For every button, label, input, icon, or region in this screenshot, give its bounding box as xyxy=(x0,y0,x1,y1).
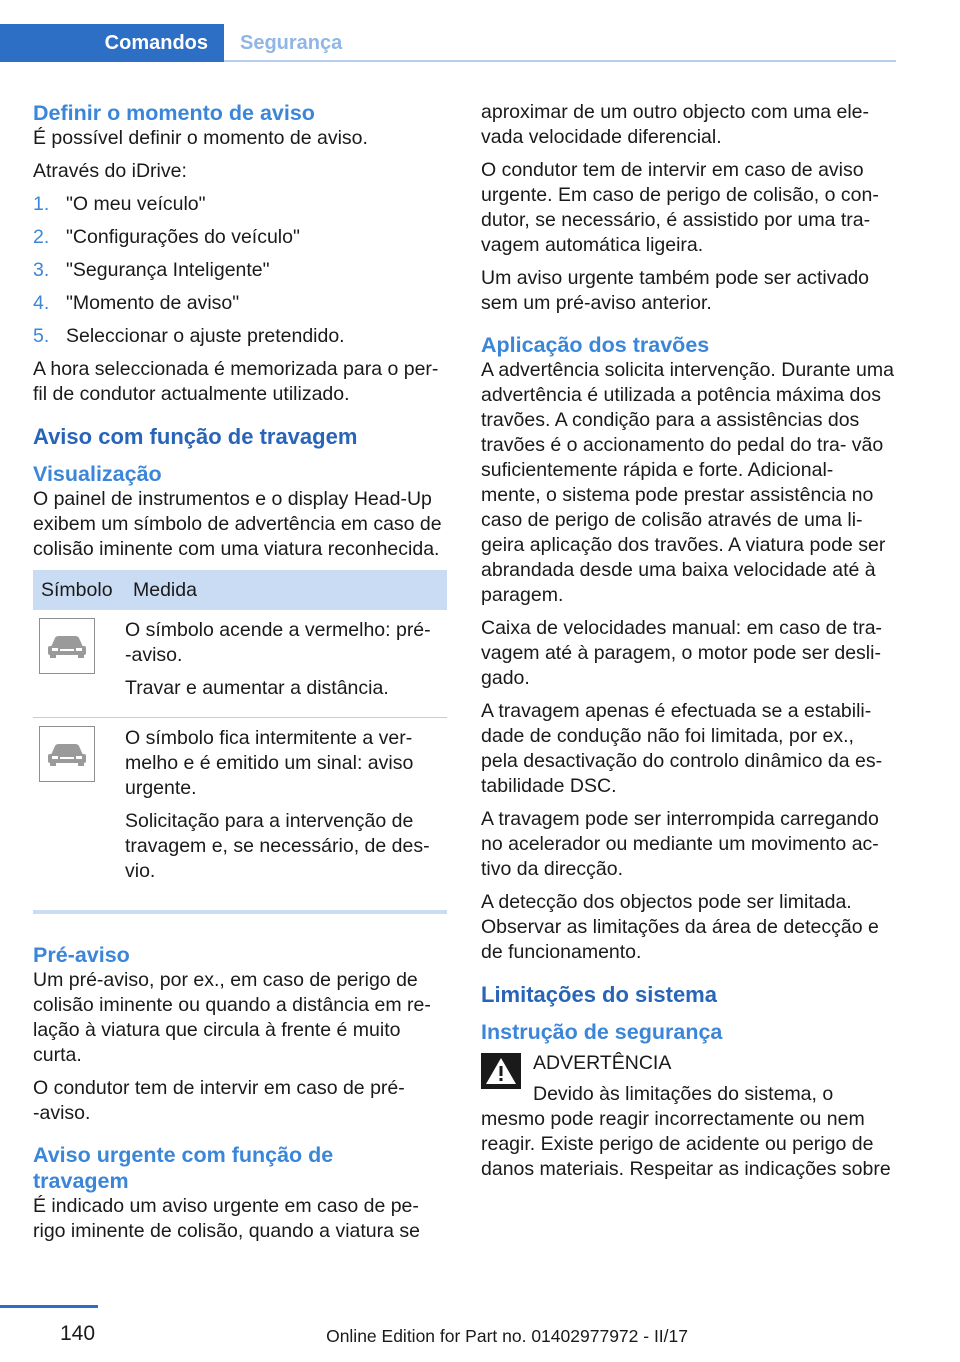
measure-cell xyxy=(125,610,447,718)
paragraph: A advertência solicita intervenção. Durante uma advertência é utilizada a potência máxima dos travões. A condição para a assistências dos travões é o accionamento do pedal do tra‐ vão suficientemente rápida e forte. Adicional‐ mente, o sistema pode prestar assistência no caso de perigo de colisão através de uma li‐ geira aplicação dos travões. A viatura pode ser abrandada desde uma baixa velocidade até à paragem. xyxy=(481,359,894,606)
left-column xyxy=(33,100,447,1252)
heading-aviso-urgente: Aviso urgente com função de travagem xyxy=(33,1143,334,1193)
symbol-cell xyxy=(33,718,125,901)
heading-pre-aviso: Pré-aviso xyxy=(33,943,130,967)
step-text: "Segurança Inteligente" xyxy=(66,259,270,281)
list-item xyxy=(33,192,447,217)
tab-seguranca[interactable]: Segurança xyxy=(240,31,343,54)
step-text: Seleccionar o ajuste pretendido. xyxy=(66,325,345,347)
table-header-measure: Medida xyxy=(125,570,447,610)
step-text: "Configurações do veículo" xyxy=(66,226,300,248)
cell-text: Solicitação para a intervenção de travagem e, se necessário, de des‐ vio. xyxy=(125,810,430,882)
paragraph: Um pré-aviso, por ex., em caso de perigo de colisão iminente ou quando a distância em re‐ lação à viatura que circula à frente é muito curta. xyxy=(33,969,431,1066)
symbol-table xyxy=(33,570,447,900)
car-warning-flashing-icon xyxy=(39,726,95,782)
symbol-cell xyxy=(33,610,125,718)
step-number: 1. xyxy=(33,193,50,215)
warning-title: ADVERTÊNCIA xyxy=(533,1052,672,1074)
list-item xyxy=(33,225,447,250)
edition-note: Online Edition for Part no. 01402977972 - II/17 xyxy=(326,1326,688,1346)
step-list xyxy=(33,192,447,349)
list-item xyxy=(33,258,447,283)
paragraph: Através do iDrive: xyxy=(33,160,187,182)
paragraph: A detecção dos objectos pode ser limitada. Observar as limitações da área de detecção e de funcionamento. xyxy=(481,891,879,963)
right-column xyxy=(481,100,895,1190)
paragraph: Caixa de velocidades manual: em caso de tra‐ vagem até à paragem, o motor pode ser desli‐ gado. xyxy=(481,617,883,689)
warning-block xyxy=(481,1051,895,1107)
heading-aplicacao-travoes: Aplicação dos travões xyxy=(481,333,710,357)
step-number: 2. xyxy=(33,226,50,248)
step-number: 5. xyxy=(33,325,50,347)
step-text: "Momento de aviso" xyxy=(66,292,240,314)
paragraph: Um aviso urgente também pode ser activado sem um pré-aviso anterior. xyxy=(481,267,870,314)
table-header-symbol: Símbolo xyxy=(33,570,125,610)
measure-cell xyxy=(125,718,447,901)
paragraph: A travagem apenas é efectuada se a estabili‐ dade de condução não foi limitada, por ex., pela desactivação do controlo dinâmico da es‐ tabilidade DSC. xyxy=(481,700,883,797)
tab-comandos[interactable]: Comandos xyxy=(0,24,224,62)
table-row xyxy=(33,610,447,718)
paragraph: mesmo pode reagir incorrectamente ou nem reagir. Existe perigo de acidente ou perigo de danos materiais. Respeitar as indicações sobre xyxy=(481,1108,891,1180)
header-tabs xyxy=(0,24,896,62)
list-item xyxy=(33,324,447,349)
heading-visualizacao: Visualização xyxy=(33,462,162,486)
table-bottom-rule xyxy=(33,910,447,914)
step-number: 4. xyxy=(33,292,50,314)
step-number: 3. xyxy=(33,259,50,281)
step-text: "O meu veículo" xyxy=(66,193,206,215)
paragraph: O condutor tem de intervir em caso de aviso urgente. Em caso de perigo de colisão, o con‐ dutor, se necessário, é assistido por uma tra‐ vagem automática ligeira. xyxy=(481,159,879,256)
warning-triangle-icon xyxy=(481,1053,521,1089)
cell-text: O símbolo acende a vermelho: pré‐ ‐aviso. xyxy=(125,619,431,666)
paragraph: aproximar de um outro objecto com uma ele‐ vada velocidade diferencial. xyxy=(481,101,870,148)
paragraph: A hora seleccionada é memorizada para o per‐ fil de condutor actualmente utilizado. xyxy=(33,358,439,405)
page-number: 140 xyxy=(60,1322,96,1345)
car-warning-icon xyxy=(39,618,95,674)
heading-limitacoes: Limitações do sistema xyxy=(481,982,717,1007)
paragraph: A travagem pode ser interrompida carregando no acelerador ou mediante um movimento ac‐ tivo da direcção. xyxy=(481,808,879,880)
paragraph: É indicado um aviso urgente em caso de pe‐ rigo iminente de colisão, quando a viatura se xyxy=(33,1195,420,1242)
header-divider xyxy=(224,60,896,62)
heading-definir-momento: Definir o momento de aviso xyxy=(33,101,315,125)
warning-line: Devido às limitações do sistema, o xyxy=(533,1083,834,1105)
cell-text: Travar e aumentar a distância. xyxy=(125,677,389,699)
paragraph: O painel de instrumentos e o display Head-Up exibem um símbolo de advertência em caso de colisão iminente com uma viatura reconhecida. xyxy=(33,488,442,560)
paragraph: É possível definir o momento de aviso. xyxy=(33,127,368,149)
footer-rule xyxy=(0,1305,98,1308)
cell-text: O símbolo fica intermitente a ver‐ melho e é emitido um sinal: aviso urgente. xyxy=(125,727,414,799)
warning-text xyxy=(533,1051,833,1107)
heading-aviso-travagem: Aviso com função de travagem xyxy=(33,424,358,449)
heading-instrucao-seguranca: Instrução de segurança xyxy=(481,1020,723,1044)
paragraph: O condutor tem de intervir em caso de pré‐ ‐aviso. xyxy=(33,1077,405,1124)
list-item xyxy=(33,291,447,316)
table-row xyxy=(33,718,447,901)
